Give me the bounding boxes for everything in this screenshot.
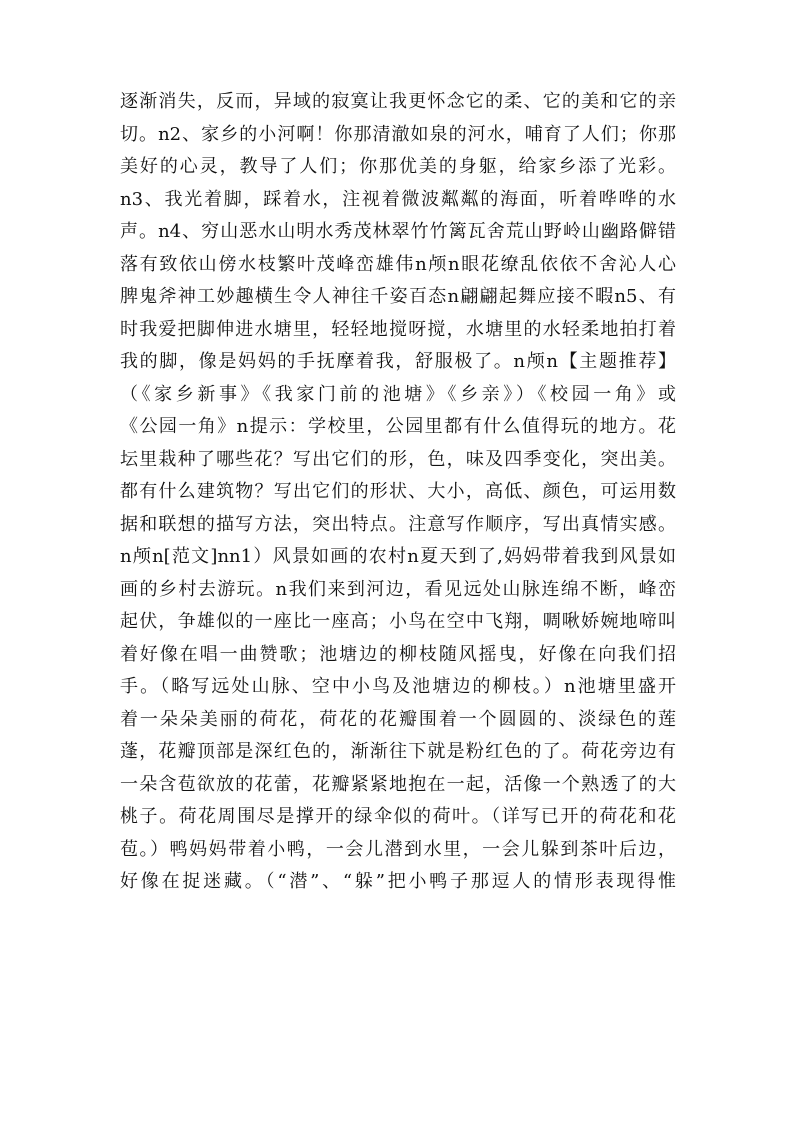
- text-line: 都有什么建筑物？写出它们的形状、大小，高低、颜色，可运用数: [120, 481, 676, 502]
- text-line: 苞。）鸭妈妈带着小鸭，一会儿潜到水里，一会儿躲到茶叶后边，: [120, 838, 676, 860]
- text-line: 画的乡村去游玩。n我们来到河边，看见远处山脉连绵不断，峰峦: [120, 578, 676, 600]
- text-line: 《公园一角》n提示：学校里，公园里都有什么值得玩的地方。花: [120, 416, 676, 437]
- text-line: 桃子。荷花周围尽是撑开的绿伞似的荷叶。（详写已开的荷花和花: [120, 806, 676, 827]
- document-text: [120, 86, 676, 899]
- text-line: 脾鬼斧神工妙趣横生令人神往千姿百态n翩翩起舞应接不暇n5、有: [120, 286, 676, 307]
- text-line: 好像在捉迷藏。（“潜”、“躲”把小鸭子那逗人的情形表现得惟: [120, 871, 676, 892]
- text-line: 时我爱把脚伸进水塘里，轻轻地搅呀搅，水塘里的水轻柔地拍打着: [120, 318, 676, 340]
- text-line: 逐渐消失，反而，异域的寂寞让我更怀念它的柔、它的美和它的亲: [120, 91, 676, 112]
- text-line: 我的脚，像是妈妈的手抚摩着我，舒服极了。n颅n【主题推荐】: [120, 351, 676, 372]
- text-line: 手。（略写远处山脉、空中小鸟及池塘边的柳枝。）n池塘里盛开: [120, 676, 676, 697]
- text-line: n3、我光着脚，踩着水，注视着微波粼粼的海面，听着哗哗的水: [120, 188, 676, 210]
- text-line: 切。n2、家乡的小河啊！你那清澈如泉的河水，哺育了人们；你那: [120, 123, 676, 145]
- text-line: 一朵含苞欲放的花蕾，花瓣紧紧地抱在一起，活像一个熟透了的大: [120, 773, 676, 795]
- text-line: （《家乡新事》《我家门前的池塘》《乡亲》）《校园一角》或: [120, 383, 676, 405]
- text-line: 据和联想的描写方法，突出特点。注意写作顺序，写出真情实感。: [120, 513, 676, 535]
- text-line: 声。n4、穷山恶水山明水秀茂林翠竹竹篱瓦舍荒山野岭山幽路僻错: [120, 221, 676, 242]
- text-line: 着好像在唱一曲赞歌；池塘边的柳枝随风摇曳，好像在向我们招: [120, 643, 676, 665]
- text-line: 蓬，花瓣顶部是深红色的，渐渐往下就是粉红色的了。荷花旁边有: [120, 741, 676, 762]
- text-line: 起伏，争雄似的一座比一座高；小鸟在空中飞翔，啁啾娇婉地啼叫: [120, 611, 676, 632]
- text-line: 落有致依山傍水枝繁叶茂峰峦雄伟n颅n眼花缭乱依依不舍沁人心: [120, 253, 676, 275]
- text-line: n颅n[范文]nn1）风景如画的农村n夏天到了,妈妈带着我到风景如: [120, 546, 676, 567]
- text-line: 美好的心灵，教导了人们；你那优美的身躯，给家乡添了光彩。: [120, 156, 676, 177]
- text-line: 坛里栽种了哪些花？写出它们的形，色，味及四季变化，突出美。: [120, 448, 676, 470]
- text-line: 着一朵朵美丽的荷花，荷花的花瓣围着一个圆圆的、淡绿色的莲: [120, 708, 676, 730]
